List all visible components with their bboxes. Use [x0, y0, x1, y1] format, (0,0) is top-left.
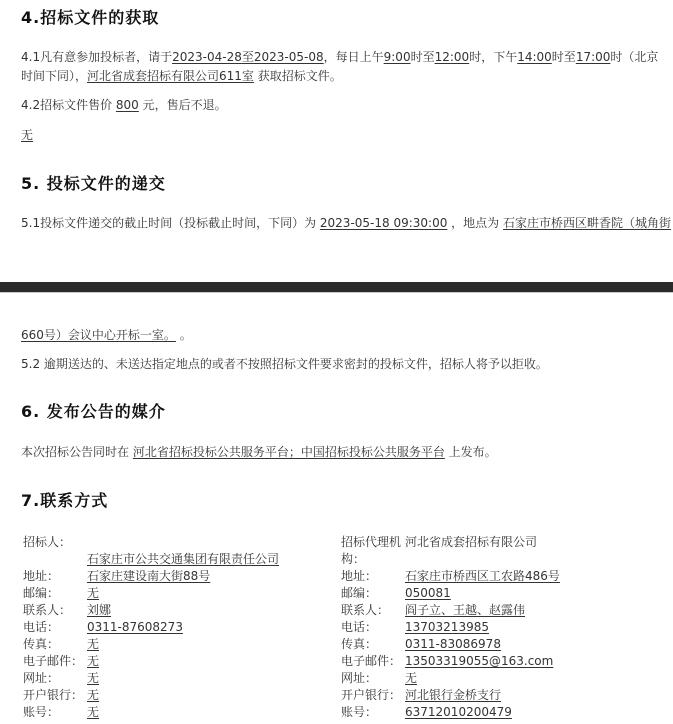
tenderer-row [23, 534, 279, 551]
contact-row: 电话： 0311-87608273 [23, 620, 183, 634]
document-pickup-location: 河北省成套招标有限公司611室 [87, 69, 254, 83]
section-7-heading: 7.联系方式 [21, 491, 109, 510]
agency-label-row [341, 551, 560, 568]
page-upper [0, 0, 673, 282]
am-end-time: 12:00 [434, 50, 470, 64]
contact-row: 邮编： 050081 [341, 586, 451, 600]
contact-row: 开户银行： 河北银行金桥支行 [341, 688, 502, 702]
page-lower [0, 292, 673, 724]
submission-location-part1: 石家庄市桥西区畊香院（城角街 [503, 216, 672, 230]
contact-row: 联系人： 刘娜 [23, 603, 112, 617]
publication-media: 河北省招标投标公共服务平台；中国招标投标公共服务平台 [132, 445, 445, 459]
tenderer-contact-table [23, 534, 279, 721]
agency-name: 河北省成套招标有限公司 [405, 535, 538, 549]
section-4-heading: 4.招标文件的获取 [21, 8, 160, 27]
contact-row: 账号： 无 [23, 705, 100, 719]
contact-row: 网址： 无 [23, 671, 100, 685]
start-date: 2023-04-28 [172, 50, 242, 64]
section-5-1-paragraph-end: 660号）会议中心开标一室。 。 [21, 328, 192, 342]
am-start-time: 9:00 [383, 50, 411, 64]
section-6-paragraph: 本次招标公告同时在 河北省招标投标公共服务平台；中国招标投标公共服务平台 上发布。 [21, 445, 497, 459]
section-4-2-paragraph: 4.2招标文件售价 800 元，售后不退。 [21, 98, 227, 112]
document-price: 800 [115, 98, 139, 112]
contact-row: 地址： 石家庄市桥西区工农路486号 [341, 569, 560, 583]
contact-row: 电子邮件： 无 [23, 654, 100, 668]
end-date: 2023-05-08 [253, 50, 324, 64]
agency-contact-table [341, 534, 560, 721]
contact-row: 电话： 13703213985 [341, 620, 489, 634]
contact-row: 邮编： 无 [23, 586, 100, 600]
pm-start-time: 14:00 [517, 50, 552, 64]
contact-row: 传真： 0311-83086978 [341, 637, 501, 651]
agency-label-line2: 构： [341, 552, 366, 566]
section-5-2-paragraph: 5.2 逾期送达的、未送达指定地点的或者不按照招标文件要求密封的投标文件，招标人将予以拒收。 [21, 357, 548, 371]
contact-row: 账号： 63712010200479 [341, 705, 512, 719]
section-5-1-paragraph-start: 5.1投标文件递交的截止时间（投标截止时间，下同）为 2023-05-18 09:30:00 ，地点为 石家庄市桥西区畊香院（城角街 [21, 216, 672, 230]
tenderer-name: 石家庄市公共交通集团有限责任公司 [87, 552, 280, 566]
section-5-heading: 5. 投标文件的递交 [21, 174, 166, 193]
contact-row: 电子邮件： 13503319055@163.com [341, 654, 554, 668]
contact-row: 网址： 无 [341, 671, 418, 685]
submission-deadline: 2023-05-18 09:30:00 [319, 216, 448, 230]
tenderer-name-row [23, 551, 279, 568]
section-4-1-paragraph: 4.1凡有意参加投标者，请于2023-04-28至2023-05-08，每日上午9:00时至12:00时，下午14:00时至17:00时（北京时间下同），河北省成套招标有限公司611室 获取招标文件。 [21, 50, 659, 83]
agency-label-line1: 招标代理机 [341, 535, 402, 549]
contact-row: 传真： 无 [23, 637, 100, 651]
section-4-note: 无 [21, 128, 34, 142]
agency-row [341, 534, 560, 551]
contact-row: 开户银行： 无 [23, 688, 100, 702]
page-break-bar [0, 282, 673, 292]
contact-row: 联系人： 阎子立、王越、赵露伟 [341, 603, 526, 617]
pm-end-time: 17:00 [575, 50, 611, 64]
section-6-heading: 6. 发布公告的媒介 [21, 402, 166, 421]
submission-location-part2: 660号）会议中心开标一室。 [21, 328, 176, 342]
contact-row: 地址： 石家庄建设南大街88号 [23, 569, 211, 583]
tenderer-label: 招标人： [23, 535, 72, 549]
